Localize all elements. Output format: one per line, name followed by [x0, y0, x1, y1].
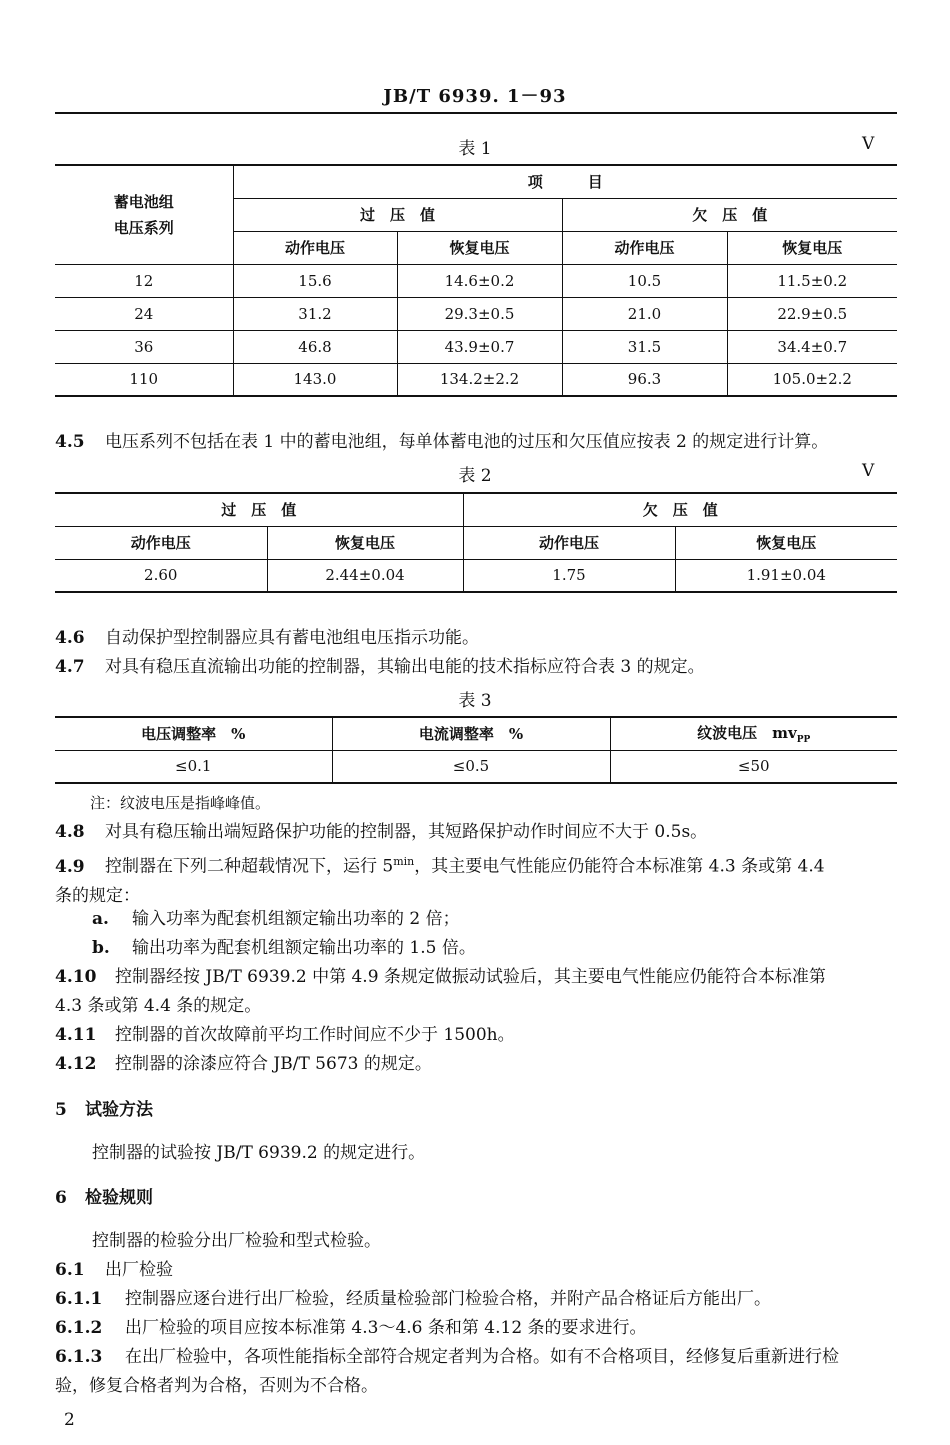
clause-4-9-b [92, 934, 892, 963]
table2-unit: V [862, 461, 875, 481]
clause-6-1 [55, 1256, 900, 1285]
table3-cell: ≤50 [737, 757, 770, 776]
table-row [55, 297, 897, 330]
clause-number: 4.11 [55, 1025, 97, 1045]
table1-cell: 96.3 [562, 363, 727, 396]
table1-cell: 34.4±0.7 [777, 337, 848, 356]
table3-head-subscript: PP [796, 735, 811, 746]
table1-cell: 14.6±0.2 [397, 264, 562, 297]
section-5-heading [55, 1096, 900, 1125]
table1-cell: 24 [55, 297, 233, 330]
clause-number: 4.7 [55, 657, 85, 677]
clause-text: ，其主要电气性能应仍能符合本标准第 4.3 条或第 4.4 [414, 856, 825, 877]
table2-caption: 表 2 [458, 466, 492, 486]
clause-text: 控制器经按 JB/T 6939.2 中第 4.9 条规定做振动试验后，其主要电气性能应仍能符合本标准第 [115, 967, 826, 987]
section-5-text: 控制器的试验按 JB/T 6939.2 的规定进行。 [92, 1143, 426, 1163]
clause-4-8 [55, 818, 900, 847]
standard-header: JB/T 6939. 1－93 [383, 86, 567, 107]
table2-head: 恢复电压 [267, 526, 463, 559]
table1-cell: 134.2±2.2 [397, 363, 562, 396]
table1-cell: 43.9±0.7 [397, 330, 562, 363]
table1-cell: 31.5 [562, 330, 727, 363]
clause-4-10 [55, 963, 900, 1021]
table2-group-over: 过 压 值 [55, 493, 463, 526]
table2-cell: 2.60 [55, 559, 267, 592]
clause-number: 4.12 [55, 1054, 97, 1074]
table-row [55, 330, 897, 363]
section-title: 试验方法 [85, 1100, 153, 1120]
clause-text: 输出功率为配套机组额定输出功率的 1.5 倍。 [132, 938, 476, 958]
clause-text: 控制器在下列二种超载情况下，运行 5 [105, 856, 394, 877]
table1-cell: 143.0 [233, 363, 397, 396]
section-6-heading [55, 1184, 900, 1213]
clause-4-6 [55, 624, 900, 653]
table1-unit: V [862, 134, 875, 154]
table1-group-under: 欠 压 值 [562, 198, 897, 231]
table1-cell: 105.0±2.2 [772, 370, 852, 389]
table3-cell: ≤0.1 [55, 750, 332, 783]
clause-4-9 [55, 847, 900, 911]
clause-number: 6.1.1 [55, 1289, 103, 1309]
header-rule [55, 112, 897, 114]
table1 [55, 164, 897, 397]
table1-head: 动作电压 [562, 231, 727, 264]
clause-number: 6.1.2 [55, 1318, 103, 1338]
clause-text: 条的规定： [55, 885, 140, 906]
clause-number: 4.5 [55, 432, 85, 452]
table1-cell: 46.8 [233, 330, 397, 363]
table1-cell: 15.6 [233, 264, 397, 297]
clause-number: 4.6 [55, 628, 85, 648]
table1-cell: 21.0 [562, 297, 727, 330]
clause-number: 4.9 [55, 856, 85, 877]
table1-cell: 36 [55, 330, 233, 363]
clause-4-5 [55, 428, 900, 457]
clause-6-1-2 [55, 1314, 900, 1343]
table3-head-text: 纹波电压 mv [697, 724, 797, 743]
table3-head: 电流调整率 % [332, 717, 610, 750]
clause-text: 自动保护型控制器应具有蓄电池组电压指示功能。 [105, 628, 479, 648]
clause-number: 4.8 [55, 822, 85, 842]
table3-caption: 表 3 [458, 691, 492, 711]
section-6-text: 控制器的检验分出厂检验和型式检验。 [92, 1231, 381, 1251]
table2-head: 恢复电压 [756, 534, 817, 552]
clause-6-1-1 [55, 1285, 900, 1314]
table1-col-series: 蓄电池组 电压系列 [55, 165, 233, 264]
clause-4-9-a [92, 905, 892, 934]
table1-group-items: 项 目 [233, 165, 897, 198]
table1-head: 动作电压 [233, 231, 397, 264]
table3-cell: ≤0.5 [332, 750, 610, 783]
clause-number: a. [92, 909, 109, 929]
clause-number: 6.1 [55, 1260, 85, 1280]
clause-text: 电压系列不包括在表 1 中的蓄电池组，每单体蓄电池的过压和欠压值应按表 2 的规定进行计算。 [105, 432, 829, 452]
table-row [55, 750, 897, 783]
table2-head: 动作电压 [463, 526, 675, 559]
clause-text: 出厂检验 [105, 1260, 173, 1280]
table1-cell: 10.5 [562, 264, 727, 297]
table1-caption: 表 1 [458, 139, 492, 159]
clause-text: 控制器的首次故障前平均工作时间应不少于 1500h。 [115, 1025, 515, 1045]
clause-text: 验，修复合格者判为合格，否则为不合格。 [55, 1376, 378, 1396]
table2 [55, 492, 897, 593]
clause-4-7 [55, 653, 900, 682]
table1-cell: 12 [55, 264, 233, 297]
table2-cell: 2.44±0.04 [267, 559, 463, 592]
clause-text: 控制器应逐台进行出厂检验，经质量检验部门检验合格，并附产品合格证后方能出厂。 [125, 1289, 771, 1309]
table1-head: 恢复电压 [782, 239, 843, 257]
clause-text: 控制器的涂漆应符合 JB/T 5673 的规定。 [115, 1054, 432, 1074]
table1-cell: 29.3±0.5 [397, 297, 562, 330]
section-number: 6 [55, 1188, 67, 1208]
table3-note: 注：纹波电压是指峰峰值。 [90, 794, 271, 812]
clause-4-11 [55, 1021, 900, 1050]
page-number: 2 [64, 1410, 75, 1430]
table-row [55, 363, 897, 396]
clause-text: 对具有稳压直流输出功能的控制器，其输出电能的技术指标应符合表 3 的规定。 [105, 657, 705, 677]
clause-6-1-3 [55, 1343, 900, 1401]
table3-head [610, 717, 897, 750]
table1-cell: 110 [55, 363, 233, 396]
clause-text: 对具有稳压输出端短路保护功能的控制器，其短路保护动作时间应不大于 0.5s。 [105, 822, 708, 842]
table2-cell: 1.91±0.04 [746, 566, 826, 585]
clause-text: 4.3 条或第 4.4 条的规定。 [55, 996, 262, 1016]
table2-cell: 1.75 [463, 559, 675, 592]
clause-text: 在出厂检验中，各项性能指标全部符合规定者判为合格。如有不合格项目，经修复后重新进行检 [125, 1347, 839, 1367]
clause-text: 输入功率为配套机组额定输出功率的 2 倍； [132, 909, 460, 929]
table-row [55, 559, 897, 592]
table1-head: 恢复电压 [397, 231, 562, 264]
table3-head: 电压调整率 % [55, 717, 332, 750]
table2-head: 动作电压 [55, 526, 267, 559]
section-number: 5 [55, 1100, 67, 1120]
clause-number: 6.1.3 [55, 1347, 103, 1367]
clause-4-12 [55, 1050, 900, 1079]
clause-number: 4.10 [55, 967, 97, 987]
table-row [55, 264, 897, 297]
table1-cell: 11.5±0.2 [777, 271, 848, 290]
clause-text: 出厂检验的项目应按本标准第 4.3～4.6 条和第 4.12 条的要求进行。 [125, 1318, 647, 1338]
table1-cell: 22.9±0.5 [777, 304, 848, 323]
table2-group-under: 欠 压 值 [463, 493, 897, 526]
clause-unit: min [393, 855, 415, 868]
table3 [55, 716, 897, 784]
section-title: 检验规则 [85, 1188, 153, 1208]
table1-cell: 31.2 [233, 297, 397, 330]
clause-number: b. [92, 938, 110, 958]
table1-group-over: 过 压 值 [233, 198, 562, 231]
